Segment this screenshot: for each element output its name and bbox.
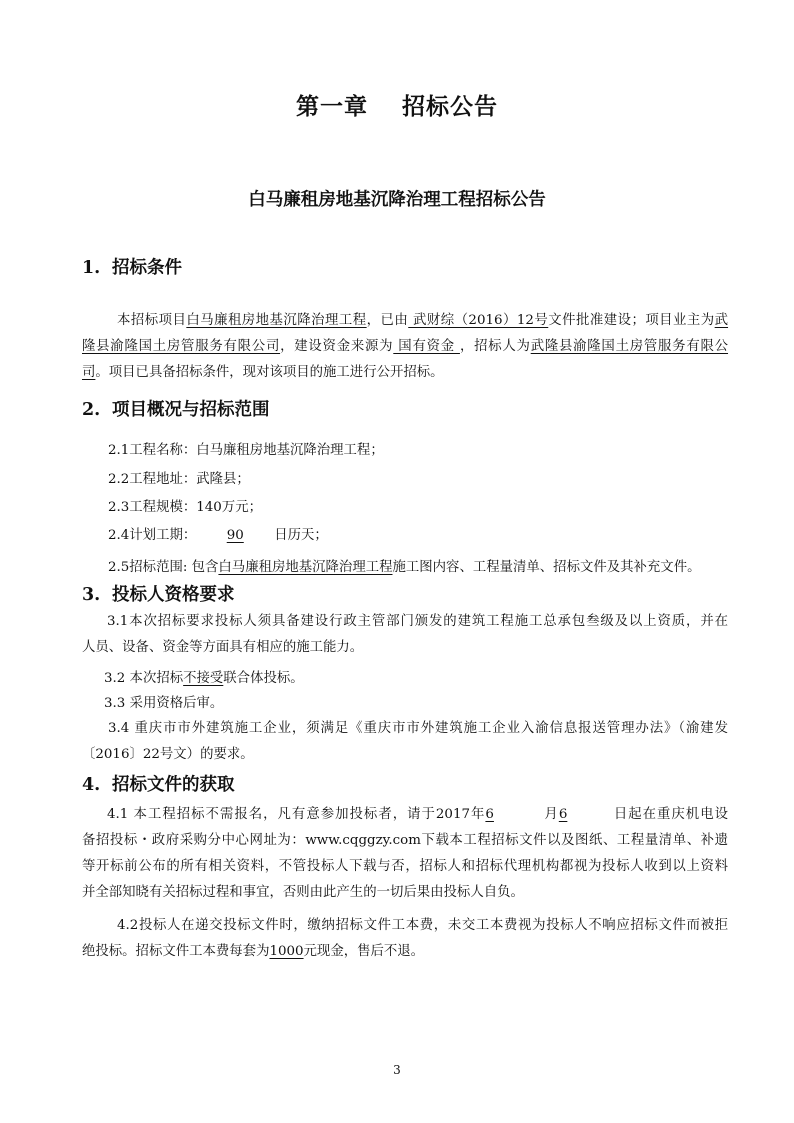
scope-project-name: 白马廉租房地基沉降治理工程 (218, 560, 393, 575)
text-run: 2.4计划工期： (108, 528, 197, 543)
section-3-paragraph-1 (82, 609, 728, 661)
start-month: 6 (485, 807, 494, 822)
text-run: 元现金，售后不退。 (303, 944, 425, 959)
section-4-paragraph-2 (82, 913, 728, 965)
item-project-name: 2.1工程名称：白马廉租房地基沉降治理工程； (108, 443, 384, 458)
approval-document: 武财综（2016）12号 (408, 313, 549, 328)
section-3-heading (82, 581, 235, 606)
paragraph-line (82, 334, 728, 360)
section-1-number: 1. (82, 258, 101, 278)
text-run: 日起在重庆机电设 (612, 807, 728, 822)
document-fee: 1000 (269, 944, 304, 959)
section-3-item-3: 3.3 采用资格后审。 (104, 696, 224, 711)
document-title: 白马廉租房地基沉降治理工程招标公告 (248, 190, 546, 210)
section-3-number: 3. (82, 585, 101, 605)
paragraph-line (82, 939, 728, 965)
not-accepted: 不接受 (183, 671, 224, 686)
text-run: 月 (543, 807, 559, 822)
section-2-title: 项目概况与招标范围 (112, 400, 270, 420)
section-4-title: 招标文件的获取 (112, 775, 235, 795)
section-2-heading (82, 396, 270, 421)
section-4-heading (82, 771, 235, 796)
section-1-heading (82, 254, 182, 279)
paragraph-line: 备招投标・政府采购分中心网址为：www.cqggzy.com下载本工程招标文件以及图纸、工程量清单、补遗 (82, 833, 728, 848)
item-duration (108, 524, 328, 543)
text-run: 日历天； (274, 528, 328, 543)
text-run: 本招标项目 (117, 313, 187, 328)
paragraph-line: 人员、设备、资金等方面具有相应的施工能力。 (82, 640, 364, 655)
section-4-paragraph-1 (82, 802, 728, 906)
text-run: 文件批准建设；项目业主为 (548, 313, 715, 328)
text-run: 施工图内容、工程量清单、招标文件及其补充文件。 (392, 560, 701, 575)
item-project-address: 2.2工程地址：武隆县； (108, 472, 250, 487)
text-run: 2.5招标范围: 包含 (108, 560, 219, 575)
paragraph-line: 3.4 重庆市市外建筑施工企业，须满足《重庆市市外建筑施工企业入渝信息报送管理办法》（渝建发 (108, 721, 728, 736)
item-project-scale: 2.3工程规模：140万元； (108, 500, 262, 515)
paragraph-line (82, 308, 728, 334)
fund-source: 国有资金 (393, 339, 460, 354)
text-run: 3.2 本次招标 (104, 671, 184, 686)
section-4-number: 4. (82, 775, 101, 795)
section-2-number: 2. (82, 400, 101, 420)
text-run: ，建设资金来源为 (280, 339, 394, 354)
chapter-heading (0, 88, 794, 121)
start-day: 6 (558, 807, 568, 822)
item-scope (108, 556, 700, 575)
paragraph-line: 并全部知晓有关招标过程和事宜，否则由此产生的一切后果由投标人自负。 (82, 885, 524, 900)
text-run: ，已由 (366, 313, 409, 328)
paragraph-line (82, 802, 728, 828)
text-run: ，招标人为 (459, 339, 531, 354)
text-run: 4.1 本工程招标不需报名，凡有意参加投标者，请于2017年 (107, 807, 486, 822)
tenderer: 武隆县渝隆国土房管服务有限公 (530, 339, 729, 354)
section-1-title: 招标条件 (112, 258, 182, 278)
section-3-paragraph-4 (82, 716, 728, 768)
text-run: 。项目已具备招标条件，现对该项目的施工进行公开招标。 (95, 365, 444, 380)
text-run: 绝投标。招标文件工本费每套为 (82, 944, 270, 959)
section-1-paragraph (82, 308, 728, 386)
project-owner: 武 (714, 313, 729, 328)
page-number: 3 (393, 1063, 401, 1077)
paragraph-line: 〔2016〕22号文）的要求。 (82, 747, 254, 762)
paragraph-line (82, 360, 728, 386)
tenderer: 司 (82, 365, 96, 380)
chapter-title: 招标公告 (402, 93, 498, 120)
paragraph-line: 3.1本次招标要求投标人须具备建设行政主管部门颁发的建筑工程施工总承包叁级及以上资质，并在 (107, 614, 728, 629)
duration-days: 90 (226, 528, 244, 543)
text-run: 联合体投标。 (223, 671, 304, 686)
chapter-number: 第一章 (296, 93, 368, 120)
section-3-title: 投标人资格要求 (112, 585, 235, 605)
paragraph-line: 等开标前公布的所有相关资料，不管投标人下载与否，招标人和招标代理机构都视为投标人收到以上资料 (82, 859, 728, 874)
paragraph-line: 4.2投标人在递交投标文件时，缴纳招标文件工本费，未交工本费视为投标人不响应招标文件而被拒 (117, 918, 728, 933)
project-name: 白马廉租房地基沉降治理工程 (186, 313, 367, 328)
section-3-item-2 (104, 667, 304, 686)
project-owner: 隆县渝隆国土房管服务有限公司 (82, 339, 281, 354)
